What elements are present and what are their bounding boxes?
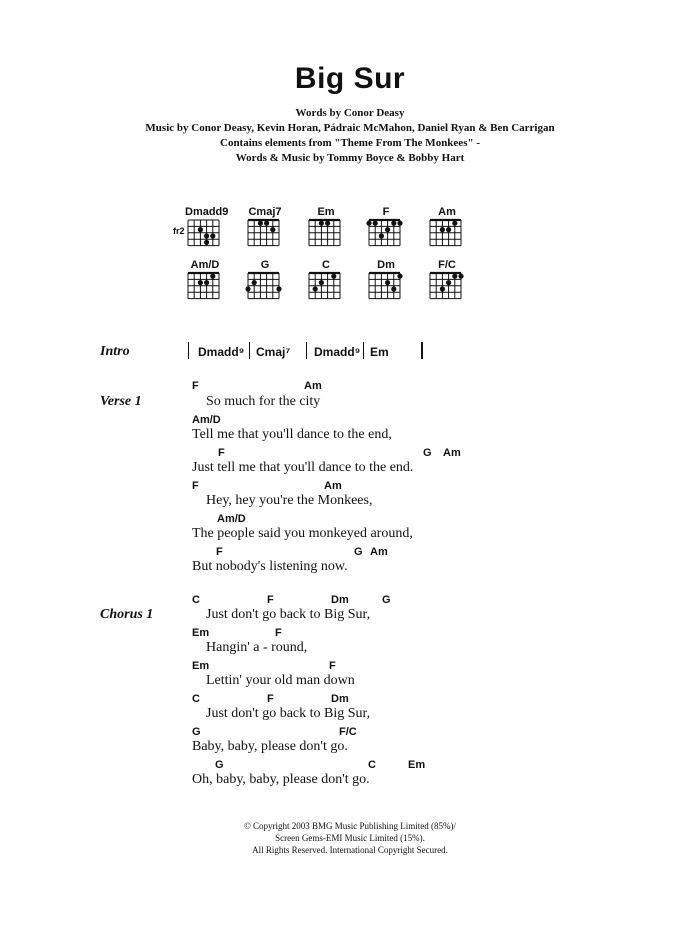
credit-line: Contains elements from "Theme From The Monkees" - — [220, 137, 480, 149]
barline — [249, 342, 250, 359]
finger-dot — [373, 221, 378, 226]
chord-diagram-name: Em — [317, 206, 335, 218]
finger-dot — [379, 233, 384, 238]
fretboard — [427, 270, 467, 304]
fretboard — [366, 217, 406, 251]
finger-dot — [276, 286, 281, 291]
chord-diagram-name: F — [382, 206, 390, 218]
chord-diagram-name: Dmadd9 — [185, 206, 229, 218]
chord: G — [423, 447, 432, 459]
chord-diagram — [306, 259, 346, 305]
chord-diagrams — [173, 206, 515, 306]
finger-dot — [385, 280, 390, 285]
chord: Am — [304, 380, 322, 392]
chord-diagram-name: F/C — [438, 259, 456, 271]
finger-dot — [210, 274, 215, 279]
chord: F — [267, 594, 274, 606]
fretboard — [245, 217, 285, 251]
chord: Dm — [331, 693, 349, 705]
finger-dot — [210, 233, 215, 238]
fretboard — [245, 270, 285, 304]
chord: G — [192, 726, 201, 738]
fretboard — [366, 270, 406, 304]
lyric-line: But nobody's listening now. — [192, 559, 348, 574]
chord: Dm — [331, 594, 349, 606]
finger-dot — [319, 280, 324, 285]
finger-dot — [452, 274, 457, 279]
chord-diagram — [245, 259, 285, 305]
chord: G — [215, 759, 224, 771]
finger-dot — [391, 221, 396, 226]
chord-diagram — [366, 259, 406, 305]
credit-line: Music by Conor Deasy, Kevin Horan, Pádraic McMahon, Daniel Ryan & Ben Carrigan — [145, 122, 555, 134]
chord: Am — [370, 546, 388, 558]
intro-chord: Dmadd⁹ — [198, 345, 245, 359]
chord-diagram-name: Am/D — [190, 259, 220, 271]
chord: F — [216, 546, 223, 558]
chord-diagram-name: Dm — [377, 259, 395, 271]
section-label-intro: Intro — [100, 344, 130, 359]
fretboard — [306, 217, 346, 251]
chord: F — [275, 627, 282, 639]
finger-dot — [391, 286, 396, 291]
copyright-notice — [0, 820, 700, 856]
finger-dot — [204, 280, 209, 285]
finger-dot — [440, 227, 445, 232]
lyric-line: So much for the city — [206, 394, 321, 409]
finger-dot — [264, 221, 269, 226]
chord: G — [354, 546, 363, 558]
finger-dot — [397, 274, 402, 279]
lyric-line: Oh, baby, baby, please don't go. — [192, 772, 370, 787]
chord: Am — [324, 480, 342, 492]
lyric-line: Just don't go back to Big Sur, — [206, 607, 371, 622]
finger-dot — [325, 221, 330, 226]
chord-diagram — [427, 206, 467, 252]
chord: Em — [408, 759, 426, 771]
intro-chord-bar — [188, 342, 428, 362]
chord: F — [218, 447, 225, 459]
lyric-line: Just tell me that you'll dance to the end. — [192, 460, 414, 475]
chord-diagram — [245, 206, 285, 252]
chord: C — [192, 693, 200, 705]
barline — [363, 342, 364, 359]
copyright-line: © Copyright 2003 BMG Music Publishing Limited (85%)/ — [243, 821, 457, 831]
chord-diagram-name: Cmaj7 — [248, 206, 282, 218]
finger-dot — [313, 286, 318, 291]
chord-diagram — [173, 206, 229, 252]
chord-diagram-name: C — [322, 259, 330, 271]
finger-dot — [204, 233, 209, 238]
finger-dot — [458, 274, 463, 279]
chord-diagram — [427, 259, 467, 305]
lyric-line: Lettin' your old man down — [206, 673, 355, 688]
chord-diagram — [185, 259, 225, 305]
credit-line: Words by Conor Deasy — [295, 107, 405, 119]
chord: F — [267, 693, 274, 705]
chord: Em — [192, 660, 210, 672]
chord: Em — [192, 627, 210, 639]
chord-diagram-name: G — [260, 259, 270, 271]
finger-dot — [397, 221, 402, 226]
finger-dot — [452, 221, 457, 226]
lyric-line: Tell me that you'll dance to the end, — [192, 427, 392, 442]
finger-dot — [446, 280, 451, 285]
finger-dot — [446, 227, 451, 232]
final-barline — [421, 342, 423, 359]
chord-diagram — [306, 206, 346, 252]
intro-chord: Em — [370, 345, 389, 359]
song-title: Big Sur — [294, 62, 406, 95]
fretboard — [185, 270, 225, 304]
intro-chord: Dmadd⁹ — [314, 345, 361, 359]
chord: F — [192, 480, 199, 492]
fretboard — [306, 270, 346, 304]
chord: Am — [443, 447, 461, 459]
chord: F/C — [339, 726, 357, 738]
finger-dot — [198, 227, 203, 232]
chord: Am/D — [192, 414, 221, 426]
finger-dot — [385, 227, 390, 232]
finger-dot — [198, 280, 203, 285]
credits-block — [0, 106, 700, 166]
barline — [306, 342, 307, 359]
finger-dot — [366, 221, 371, 226]
credit-line: Words & Music by Tommy Boyce & Bobby Hart — [235, 152, 465, 164]
chord: F — [329, 660, 336, 672]
finger-dot — [245, 286, 250, 291]
chord: C — [368, 759, 376, 771]
copyright-line: All Rights Reserved. International Copyright Secured. — [252, 845, 448, 855]
chord: Am/D — [217, 513, 246, 525]
intro-chord: Cmaj⁷ — [256, 345, 291, 359]
fretboard — [427, 217, 467, 251]
lyric-line: The people said you monkeyed around, — [192, 526, 413, 541]
lyric-line: Hangin' a - round, — [206, 640, 308, 655]
chord-diagram — [366, 206, 406, 252]
chord-diagram-name: Am — [438, 206, 456, 218]
chord: F — [192, 380, 199, 392]
finger-dot — [270, 227, 275, 232]
finger-dot — [331, 274, 336, 279]
lyric-line: Just don't go back to Big Sur, — [206, 706, 371, 721]
finger-dot — [204, 240, 209, 245]
fret-label: fr2 — [173, 226, 185, 236]
barline — [188, 342, 189, 359]
lyric-line: Hey, hey you're the Monkees, — [206, 493, 373, 508]
fretboard — [185, 217, 225, 251]
section-label-chorus-1: Chorus 1 — [100, 607, 154, 622]
section-label-verse-1: Verse 1 — [100, 394, 142, 409]
lyric-line: Baby, baby, please don't go. — [192, 739, 348, 754]
finger-dot — [319, 221, 324, 226]
finger-dot — [258, 221, 263, 226]
copyright-line: Screen Gems-EMI Music Limited (15%). — [275, 833, 425, 843]
finger-dot — [252, 280, 257, 285]
chord: C — [192, 594, 200, 606]
finger-dot — [440, 286, 445, 291]
chord: G — [382, 594, 391, 606]
